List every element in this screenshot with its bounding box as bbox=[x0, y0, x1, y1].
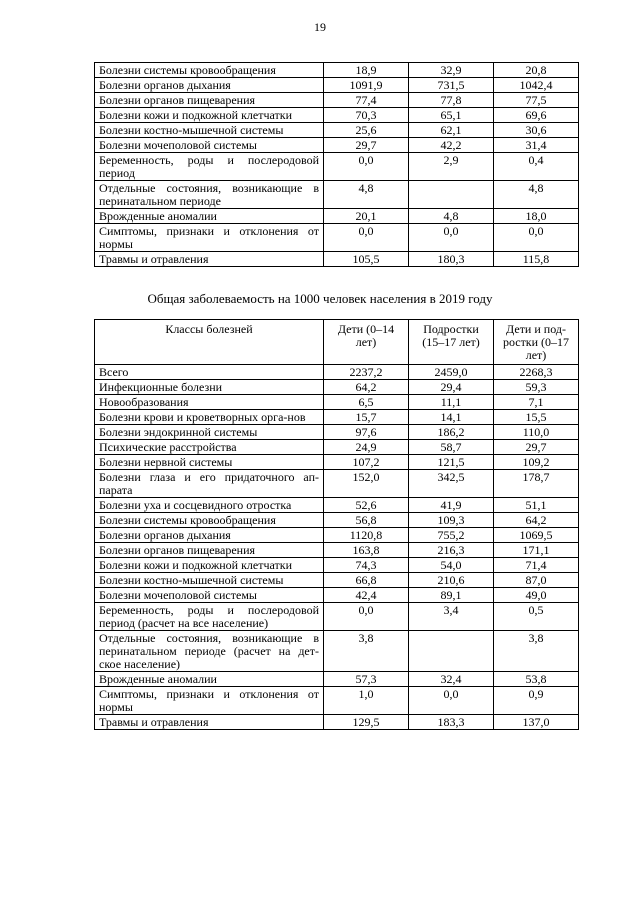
disease-class-cell: Болезни костно-мышечной системы bbox=[95, 123, 324, 138]
disease-class-cell: Врожденные аномалии bbox=[95, 209, 324, 224]
page-number: 19 bbox=[314, 20, 326, 34]
table-row bbox=[95, 470, 579, 498]
teens-value-cell: 29,4 bbox=[409, 380, 494, 395]
table-row bbox=[95, 380, 579, 395]
children-value-cell: 70,3 bbox=[324, 108, 409, 123]
children-value-cell: 0,0 bbox=[324, 603, 409, 631]
disease-class-cell: Врожденные аномалии bbox=[95, 672, 324, 687]
disease-class-cell: Беременность, роды и послеродовой период (расчет на все население) bbox=[95, 603, 324, 631]
disease-class-cell: Болезни уха и сосцевидного отростка bbox=[95, 498, 324, 513]
disease-class-cell: Болезни эндокринной системы bbox=[95, 425, 324, 440]
header-disease-classes: Классы болезней bbox=[95, 320, 324, 365]
children-value-cell: 107,2 bbox=[324, 455, 409, 470]
table-row bbox=[95, 395, 579, 410]
children-value-cell: 56,8 bbox=[324, 513, 409, 528]
table2-caption: Общая заболеваемость на 1000 человек населения в 2019 году bbox=[147, 291, 493, 306]
total-value-cell: 77,5 bbox=[494, 93, 579, 108]
table1-body bbox=[95, 63, 579, 267]
table-row bbox=[95, 410, 579, 425]
teens-value-cell: 180,3 bbox=[409, 252, 494, 267]
teens-value-cell: 3,4 bbox=[409, 603, 494, 631]
table-row bbox=[95, 588, 579, 603]
total-value-cell: 109,2 bbox=[494, 455, 579, 470]
disease-class-cell: Болезни кожи и подкожной клетчатки bbox=[95, 108, 324, 123]
morbidity-table-2019 bbox=[94, 319, 579, 730]
table-row bbox=[95, 108, 579, 123]
teens-value-cell: 32,9 bbox=[409, 63, 494, 78]
disease-class-cell: Болезни глаза и его придаточного ап-парата bbox=[95, 470, 324, 498]
table-row bbox=[95, 153, 579, 181]
table-row bbox=[95, 687, 579, 715]
table-row bbox=[95, 513, 579, 528]
total-value-cell: 71,4 bbox=[494, 558, 579, 573]
table-row bbox=[95, 209, 579, 224]
total-value-cell: 51,1 bbox=[494, 498, 579, 513]
teens-value-cell: 342,5 bbox=[409, 470, 494, 498]
teens-value-cell: 89,1 bbox=[409, 588, 494, 603]
total-value-cell: 53,8 bbox=[494, 672, 579, 687]
teens-value-cell: 0,0 bbox=[409, 687, 494, 715]
table-row bbox=[95, 138, 579, 153]
children-value-cell: 57,3 bbox=[324, 672, 409, 687]
header-children-and-teens: Дети и под-ростки (0–17 лет) bbox=[494, 320, 579, 365]
teens-value-cell: 42,2 bbox=[409, 138, 494, 153]
table-row bbox=[95, 528, 579, 543]
children-value-cell: 0,0 bbox=[324, 153, 409, 181]
children-value-cell: 64,2 bbox=[324, 380, 409, 395]
morbidity-table-continued bbox=[94, 62, 579, 267]
disease-class-cell: Психические расстройства bbox=[95, 440, 324, 455]
total-value-cell: 49,0 bbox=[494, 588, 579, 603]
disease-class-cell: Всего bbox=[95, 365, 324, 380]
total-value-cell: 0,5 bbox=[494, 603, 579, 631]
table-row bbox=[95, 365, 579, 380]
header-children: Дети (0–14 лет) bbox=[324, 320, 409, 365]
table-row bbox=[95, 93, 579, 108]
total-value-cell: 115,8 bbox=[494, 252, 579, 267]
total-value-cell: 7,1 bbox=[494, 395, 579, 410]
children-value-cell: 42,4 bbox=[324, 588, 409, 603]
teens-value-cell: 2,9 bbox=[409, 153, 494, 181]
total-value-cell: 1069,5 bbox=[494, 528, 579, 543]
children-value-cell: 2237,2 bbox=[324, 365, 409, 380]
table-row bbox=[95, 425, 579, 440]
children-value-cell: 1120,8 bbox=[324, 528, 409, 543]
table-row bbox=[95, 63, 579, 78]
table-row bbox=[95, 252, 579, 267]
children-value-cell: 0,0 bbox=[324, 224, 409, 252]
disease-class-cell: Симптомы, признаки и отклонения от нормы bbox=[95, 224, 324, 252]
disease-class-cell: Болезни органов дыхания bbox=[95, 78, 324, 93]
children-value-cell: 4,8 bbox=[324, 181, 409, 209]
teens-value-cell: 731,5 bbox=[409, 78, 494, 93]
total-value-cell: 0,4 bbox=[494, 153, 579, 181]
disease-class-cell: Болезни мочеполовой системы bbox=[95, 138, 324, 153]
table2-body bbox=[95, 365, 579, 730]
table-row bbox=[95, 181, 579, 209]
teens-value-cell: 14,1 bbox=[409, 410, 494, 425]
total-value-cell: 64,2 bbox=[494, 513, 579, 528]
children-value-cell: 52,6 bbox=[324, 498, 409, 513]
children-value-cell: 129,5 bbox=[324, 715, 409, 730]
total-value-cell: 18,0 bbox=[494, 209, 579, 224]
teens-value-cell bbox=[409, 181, 494, 209]
children-value-cell: 77,4 bbox=[324, 93, 409, 108]
disease-class-cell: Болезни органов дыхания bbox=[95, 528, 324, 543]
teens-value-cell: 62,1 bbox=[409, 123, 494, 138]
children-value-cell: 6,5 bbox=[324, 395, 409, 410]
disease-class-cell: Травмы и отравления bbox=[95, 252, 324, 267]
disease-class-cell: Отдельные состояния, возникающие в перинатальном периоде (расчет на дет-ское население) bbox=[95, 631, 324, 672]
children-value-cell: 20,1 bbox=[324, 209, 409, 224]
children-value-cell: 25,6 bbox=[324, 123, 409, 138]
table-row bbox=[95, 440, 579, 455]
children-value-cell: 3,8 bbox=[324, 631, 409, 672]
disease-class-cell: Болезни крови и кроветворных орга-нов bbox=[95, 410, 324, 425]
disease-class-cell: Болезни системы кровообращения bbox=[95, 63, 324, 78]
table-row bbox=[95, 455, 579, 470]
total-value-cell: 4,8 bbox=[494, 181, 579, 209]
children-value-cell: 152,0 bbox=[324, 470, 409, 498]
header-teens: Подростки (15–17 лет) bbox=[409, 320, 494, 365]
teens-value-cell: 183,3 bbox=[409, 715, 494, 730]
disease-class-cell: Болезни костно-мышечной системы bbox=[95, 573, 324, 588]
teens-value-cell: 755,2 bbox=[409, 528, 494, 543]
table-row bbox=[95, 715, 579, 730]
disease-class-cell: Болезни органов пищеварения bbox=[95, 93, 324, 108]
children-value-cell: 105,5 bbox=[324, 252, 409, 267]
teens-value-cell: 41,9 bbox=[409, 498, 494, 513]
children-value-cell: 66,8 bbox=[324, 573, 409, 588]
total-value-cell: 171,1 bbox=[494, 543, 579, 558]
total-value-cell: 31,4 bbox=[494, 138, 579, 153]
disease-class-cell: Травмы и отравления bbox=[95, 715, 324, 730]
teens-value-cell: 77,8 bbox=[409, 93, 494, 108]
total-value-cell: 2268,3 bbox=[494, 365, 579, 380]
table-row bbox=[95, 573, 579, 588]
total-value-cell: 0,0 bbox=[494, 224, 579, 252]
teens-value-cell: 210,6 bbox=[409, 573, 494, 588]
total-value-cell: 1042,4 bbox=[494, 78, 579, 93]
total-value-cell: 87,0 bbox=[494, 573, 579, 588]
total-value-cell: 20,8 bbox=[494, 63, 579, 78]
total-value-cell: 59,3 bbox=[494, 380, 579, 395]
disease-class-cell: Болезни нервной системы bbox=[95, 455, 324, 470]
teens-value-cell: 58,7 bbox=[409, 440, 494, 455]
teens-value-cell: 0,0 bbox=[409, 224, 494, 252]
teens-value-cell: 11,1 bbox=[409, 395, 494, 410]
teens-value-cell: 54,0 bbox=[409, 558, 494, 573]
disease-class-cell: Отдельные состояния, возникающие в перинатальном периоде bbox=[95, 181, 324, 209]
children-value-cell: 24,9 bbox=[324, 440, 409, 455]
children-value-cell: 97,6 bbox=[324, 425, 409, 440]
total-value-cell: 3,8 bbox=[494, 631, 579, 672]
table-row bbox=[95, 543, 579, 558]
total-value-cell: 0,9 bbox=[494, 687, 579, 715]
children-value-cell: 1,0 bbox=[324, 687, 409, 715]
teens-value-cell: 32,4 bbox=[409, 672, 494, 687]
table-row bbox=[95, 672, 579, 687]
table-row bbox=[95, 603, 579, 631]
total-value-cell: 15,5 bbox=[494, 410, 579, 425]
teens-value-cell: 186,2 bbox=[409, 425, 494, 440]
table-row bbox=[95, 78, 579, 93]
teens-value-cell: 109,3 bbox=[409, 513, 494, 528]
table-row bbox=[95, 631, 579, 672]
children-value-cell: 18,9 bbox=[324, 63, 409, 78]
table-row bbox=[95, 498, 579, 513]
total-value-cell: 69,6 bbox=[494, 108, 579, 123]
teens-value-cell: 2459,0 bbox=[409, 365, 494, 380]
table-row bbox=[95, 558, 579, 573]
disease-class-cell: Инфекционные болезни bbox=[95, 380, 324, 395]
disease-class-cell: Болезни мочеполовой системы bbox=[95, 588, 324, 603]
total-value-cell: 29,7 bbox=[494, 440, 579, 455]
teens-value-cell: 4,8 bbox=[409, 209, 494, 224]
children-value-cell: 1091,9 bbox=[324, 78, 409, 93]
disease-class-cell: Новообразования bbox=[95, 395, 324, 410]
teens-value-cell bbox=[409, 631, 494, 672]
table-header-row bbox=[95, 320, 579, 365]
table-row bbox=[95, 123, 579, 138]
children-value-cell: 15,7 bbox=[324, 410, 409, 425]
disease-class-cell: Симптомы, признаки и отклонения от нормы bbox=[95, 687, 324, 715]
total-value-cell: 30,6 bbox=[494, 123, 579, 138]
teens-value-cell: 65,1 bbox=[409, 108, 494, 123]
total-value-cell: 110,0 bbox=[494, 425, 579, 440]
disease-class-cell: Болезни системы кровообращения bbox=[95, 513, 324, 528]
disease-class-cell: Беременность, роды и послеродовой период bbox=[95, 153, 324, 181]
disease-class-cell: Болезни органов пищеварения bbox=[95, 543, 324, 558]
children-value-cell: 74,3 bbox=[324, 558, 409, 573]
teens-value-cell: 121,5 bbox=[409, 455, 494, 470]
table-row bbox=[95, 224, 579, 252]
teens-value-cell: 216,3 bbox=[409, 543, 494, 558]
children-value-cell: 163,8 bbox=[324, 543, 409, 558]
children-value-cell: 29,7 bbox=[324, 138, 409, 153]
disease-class-cell: Болезни кожи и подкожной клетчатки bbox=[95, 558, 324, 573]
total-value-cell: 137,0 bbox=[494, 715, 579, 730]
total-value-cell: 178,7 bbox=[494, 470, 579, 498]
